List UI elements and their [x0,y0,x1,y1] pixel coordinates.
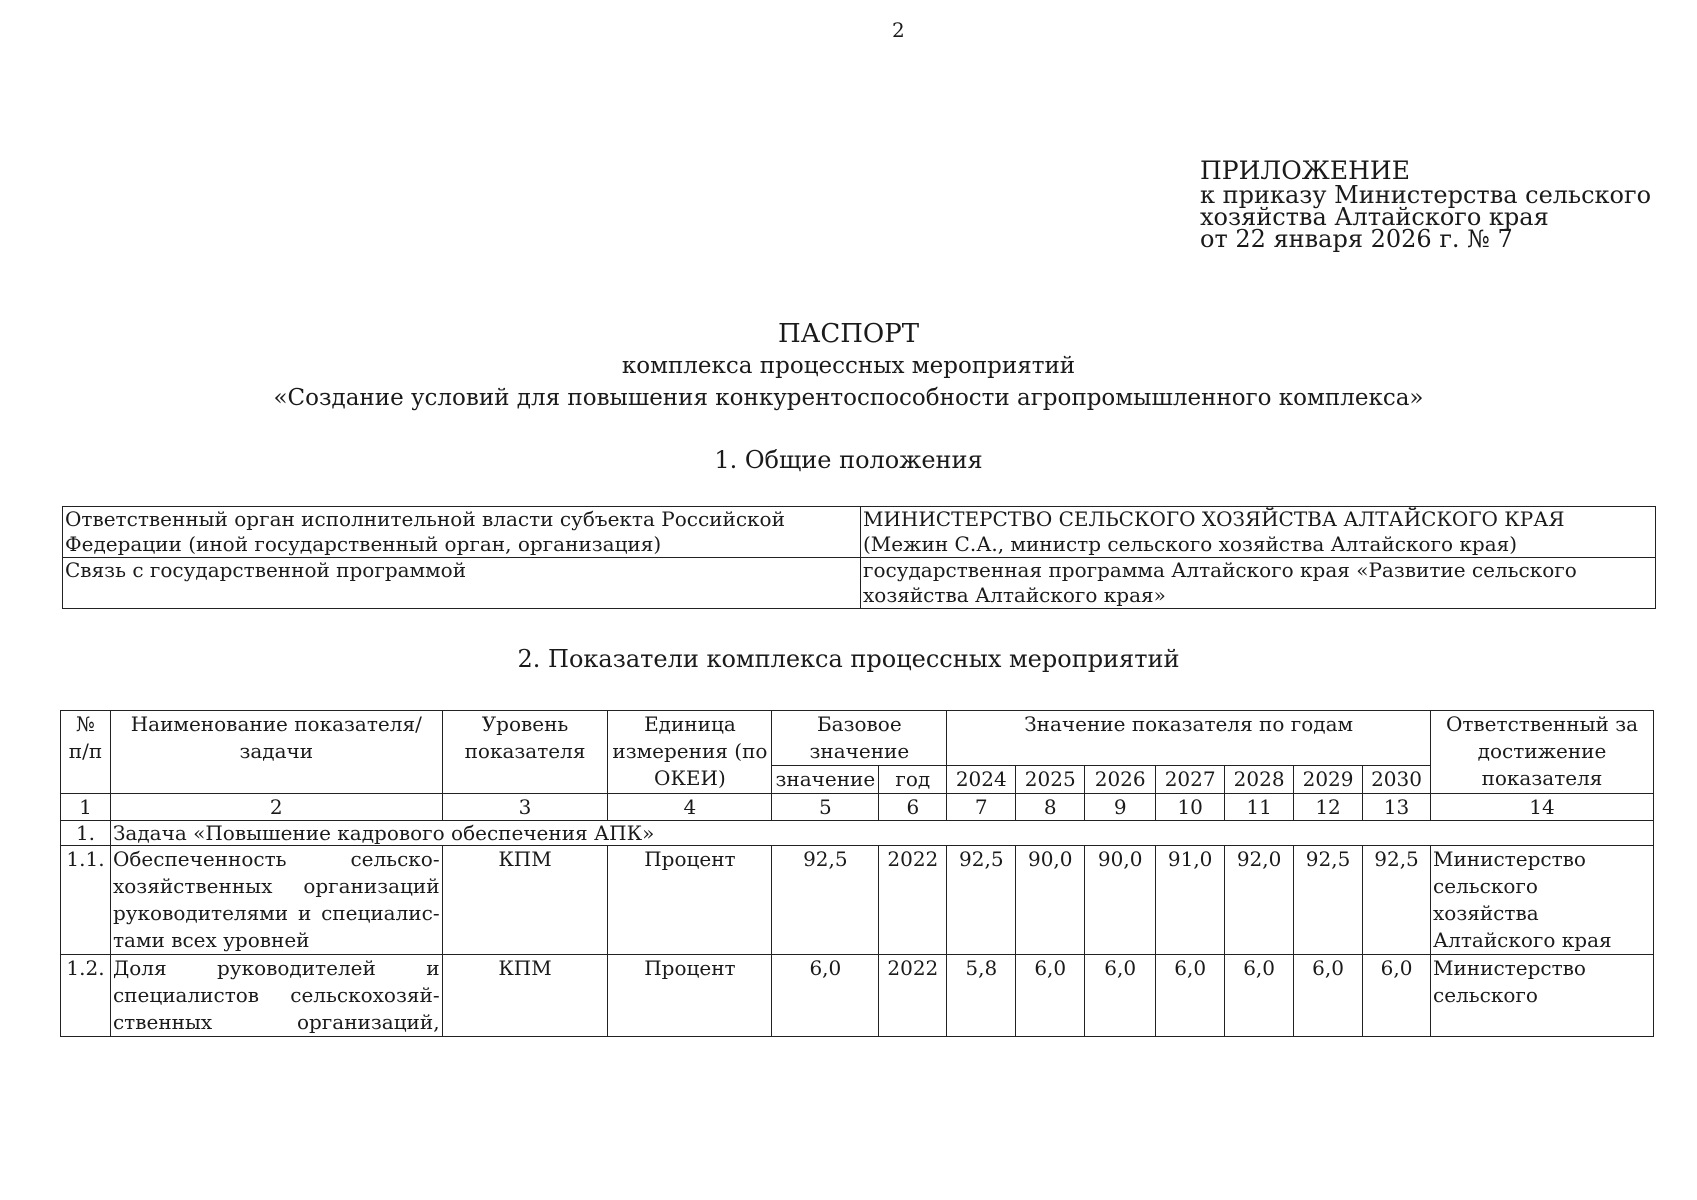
indicator-unit: Процент [608,846,772,955]
year-value: 5,8 [947,955,1016,1037]
column-number: 9 [1085,794,1156,821]
responsible-line: Министерство [1433,956,1586,980]
annex-line: от 22 января 2026 г. № 7 [1200,225,1513,253]
header-base-year: год [879,766,947,794]
column-number: 1 [61,794,111,821]
name-line: руководителями и специалис- [112,901,440,925]
header-name: Наименование показателя/задачи [110,711,442,794]
column-number: 8 [1016,794,1085,821]
responsible-line: сельского [1433,874,1538,898]
responsible-line: сельского [1433,983,1538,1007]
header-year: 2028 [1225,766,1294,794]
year-value: 92,5 [947,846,1016,955]
responsible-line: Алтайского края [1433,928,1612,952]
indicator-level: КПМ [442,955,608,1037]
row-number: 1.2. [61,955,111,1037]
page-number: 2 [892,18,905,42]
indicator-unit: Процент [608,955,772,1037]
header-row [61,711,1654,766]
column-number: 12 [1294,794,1363,821]
year-value: 6,0 [1016,955,1085,1037]
responsible-line: Министерство [1433,847,1586,871]
responsible [1431,846,1654,955]
section-heading-indicators: 2. Показатели комплекса процессных мероприятий [517,645,1180,673]
annex-block [1200,156,1652,253]
responsible-line: хозяйства [1433,901,1539,925]
cell-line: МИНИСТЕРСТВО СЕЛЬСКОГО ХОЗЯЙСТВА АЛТАЙСКОГО КРАЯ [863,507,1565,531]
year-value: 90,0 [1016,846,1085,955]
year-value: 92,5 [1363,846,1431,955]
column-number: 3 [442,794,608,821]
column-number: 5 [772,794,879,821]
table-cell: Ответственный орган исполнительной власти субъекта Российской Федерации (иной государственный орган, организация) [63,507,861,558]
column-number: 13 [1363,794,1431,821]
general-provisions-table [62,506,1656,609]
annex-title: ПРИЛОЖЕНИЕ [1200,156,1410,185]
column-number: 2 [110,794,442,821]
column-number: 7 [947,794,1016,821]
year-value: 92,0 [1225,846,1294,955]
cell-line: хозяйства Алтайского края» [863,583,1166,607]
header-level: Уровень показателя [442,711,608,794]
table-cell: Связь с государственной программой [63,558,861,609]
base-year: 2022 [879,846,947,955]
column-number: 14 [1431,794,1654,821]
section-heading-general: 1. Общие положения [714,446,983,474]
table-row [63,507,1656,558]
indicator-name [110,955,442,1037]
year-value: 6,0 [1363,955,1431,1037]
indicator-level: КПМ [442,846,608,955]
passport-title: ПАСПОРТ [777,319,920,349]
header-year: 2030 [1363,766,1431,794]
column-number-row [61,794,1654,821]
row-number: 1.1. [61,846,111,955]
year-value: 6,0 [1156,955,1225,1037]
name-line: ственных организаций, [112,1010,440,1034]
task-row [61,821,1654,846]
table-cell [861,507,1656,558]
column-number: 6 [879,794,947,821]
year-value: 91,0 [1156,846,1225,955]
name-line: Обеспеченность сельско- [112,847,440,871]
cell-line: (Межин С.А., министр сельского хозяйства Алтайского края) [863,532,1518,556]
table-row [63,558,1656,609]
passport-program-name: «Создание условий для повышения конкурентоспособности агропромышленного комплекса» [273,385,1424,411]
year-value: 6,0 [1085,955,1156,1037]
year-value: 6,0 [1225,955,1294,1037]
header-base-value: значение [772,766,879,794]
header-year: 2026 [1085,766,1156,794]
indicators-table [60,710,1654,1037]
header-years-group: Значение показателя по годам [947,711,1431,766]
name-line: тами всех уровней [112,928,310,952]
table-row [61,846,1654,955]
header-year: 2024 [947,766,1016,794]
year-value: 90,0 [1085,846,1156,955]
annex-line: к приказу Министерства сельского [1200,181,1652,209]
column-number: 10 [1156,794,1225,821]
header-num: № п/п [61,711,111,794]
column-number: 11 [1225,794,1294,821]
base-value: 92,5 [772,846,879,955]
passport-title-block [0,318,1697,414]
header-year: 2027 [1156,766,1225,794]
header-base: Базовое значение [772,711,947,766]
annex-line: хозяйства Алтайского края [1200,203,1549,231]
cell-line: государственная программа Алтайского края «Развитие сельского [863,558,1577,582]
base-year: 2022 [879,955,947,1037]
responsible [1431,955,1654,1037]
header-year: 2025 [1016,766,1085,794]
column-number: 4 [608,794,772,821]
header-year: 2029 [1294,766,1363,794]
header-responsible: Ответственный за достижение показателя [1431,711,1654,794]
indicator-name [110,846,442,955]
task-number: 1. [61,821,111,846]
name-line: Доля руководителей и [112,956,440,980]
passport-subtitle: комплекса процессных мероприятий [621,353,1076,379]
name-line: хозяйственных организаций [112,874,440,898]
base-value: 6,0 [772,955,879,1037]
name-line: специалистов сельскохозяй- [112,983,440,1007]
task-text: Задача «Повышение кадрового обеспечения АПК» [110,821,1653,846]
header-unit: Единица измерения (по ОКЕИ) [608,711,772,794]
table-row [61,955,1654,1037]
table-cell [861,558,1656,609]
year-value: 92,5 [1294,846,1363,955]
year-value: 6,0 [1294,955,1363,1037]
